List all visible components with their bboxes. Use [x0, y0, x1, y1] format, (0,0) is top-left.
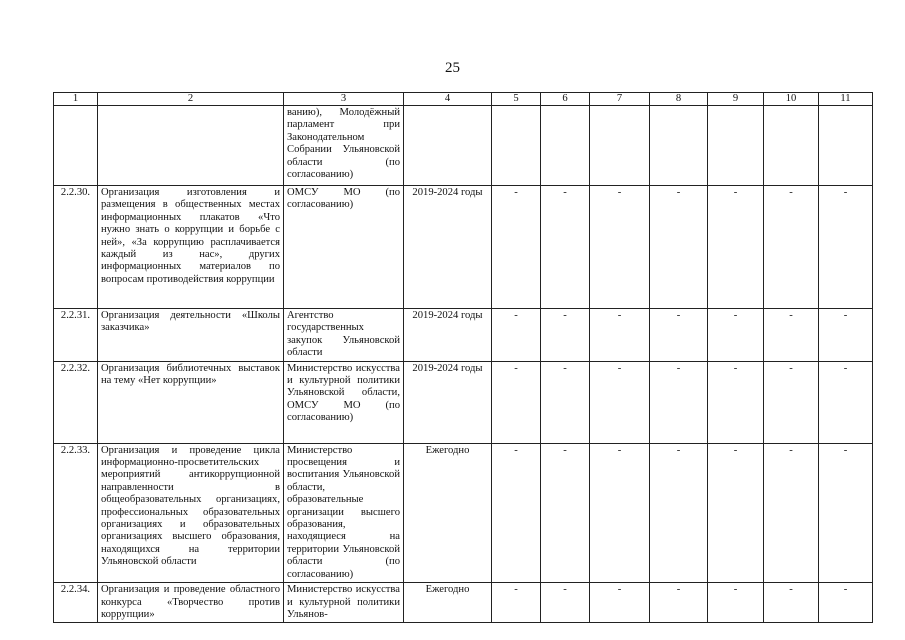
implementation-term: 2019-2024 годы	[404, 186, 492, 309]
value-cell: -	[819, 186, 873, 309]
value-cell: -	[819, 443, 873, 582]
value-cell: -	[541, 583, 590, 623]
value-cell: -	[492, 583, 541, 623]
value-cell: -	[590, 186, 650, 309]
table-row	[54, 443, 873, 582]
value-cell: -	[590, 443, 650, 582]
table-row	[54, 186, 873, 309]
measure-description: Организация библиотечных выставок на тему «Нет коррупции»	[98, 361, 284, 443]
implementation-term	[404, 106, 492, 186]
implementation-term: 2019-2024 годы	[404, 361, 492, 443]
measure-description	[98, 106, 284, 186]
measure-description: Организация деятельности «Школы заказчика»	[98, 309, 284, 362]
value-cell: -	[650, 361, 708, 443]
responsible-executor: Агентство государственных закупок Ульяновской области	[284, 309, 404, 362]
column-number-2: 2	[98, 93, 284, 106]
value-cell: -	[541, 309, 590, 362]
column-number-4: 4	[404, 93, 492, 106]
table-row	[54, 361, 873, 443]
value-cell: -	[764, 309, 819, 362]
column-number-7: 7	[590, 93, 650, 106]
table-row	[54, 106, 873, 186]
item-number: 2.2.34.	[54, 583, 98, 623]
responsible-executor: ОМСУ МО (по согласованию)	[284, 186, 404, 309]
value-cell: -	[764, 583, 819, 623]
item-number	[54, 106, 98, 186]
page-number: 25	[445, 60, 460, 76]
value-cell: -	[764, 443, 819, 582]
value-cell	[492, 106, 541, 186]
responsible-executor: Министерство просвещения и воспитания Ульяновской области, образовательные организации высшего образования, находящиеся на территории Ульяновской области (по согласованию)	[284, 443, 404, 582]
item-number: 2.2.30.	[54, 186, 98, 309]
value-cell	[708, 106, 764, 186]
measures-table	[53, 92, 873, 623]
value-cell: -	[708, 583, 764, 623]
table-row	[54, 583, 873, 623]
value-cell: -	[708, 309, 764, 362]
column-number-3: 3	[284, 93, 404, 106]
value-cell	[541, 106, 590, 186]
item-number: 2.2.33.	[54, 443, 98, 582]
value-cell: -	[650, 186, 708, 309]
value-cell: -	[708, 443, 764, 582]
value-cell: -	[708, 361, 764, 443]
column-number-9: 9	[708, 93, 764, 106]
measure-description: Организация и проведение областного конкурса «Творчество против коррупции»	[98, 583, 284, 623]
value-cell: -	[708, 186, 764, 309]
value-cell: -	[492, 443, 541, 582]
measure-description: Организация изготовления и размещения в общественных местах информационных плакатов «Что нужно знать о коррупции и борьбе с ней», «За коррупцию расплачивается каждый из нас», других информационных материалов по вопросам противодействия коррупции	[98, 186, 284, 309]
value-cell: -	[764, 186, 819, 309]
value-cell: -	[541, 186, 590, 309]
value-cell: -	[492, 309, 541, 362]
value-cell: -	[590, 309, 650, 362]
value-cell	[764, 106, 819, 186]
implementation-term: 2019-2024 годы	[404, 309, 492, 362]
value-cell: -	[492, 186, 541, 309]
responsible-executor: Министерство искусства и культурной политики Ульяновской области, ОМСУ МО (по согласованию)	[284, 361, 404, 443]
value-cell: -	[650, 309, 708, 362]
value-cell: -	[541, 361, 590, 443]
value-cell: -	[650, 583, 708, 623]
table-row	[54, 309, 873, 362]
column-number-5: 5	[492, 93, 541, 106]
item-number: 2.2.32.	[54, 361, 98, 443]
value-cell: -	[650, 443, 708, 582]
value-cell	[650, 106, 708, 186]
value-cell: -	[590, 583, 650, 623]
measure-description: Организация и проведение цикла информационно-просветительских мероприятий антикоррупционной направленности в общеобразовательных организациях, профессиональных образовательных организациях и образовательных организациях высшего образования, находящихся на территории Ульяновской области	[98, 443, 284, 582]
value-cell: -	[492, 361, 541, 443]
column-number-6: 6	[541, 93, 590, 106]
column-number-10: 10	[764, 93, 819, 106]
value-cell	[819, 106, 873, 186]
responsible-executor: ванию), Молодёжный парламент при Законодательном Собрании Ульяновской области (по согласованию)	[284, 106, 404, 186]
value-cell: -	[819, 361, 873, 443]
value-cell: -	[590, 361, 650, 443]
column-number-8: 8	[650, 93, 708, 106]
value-cell	[590, 106, 650, 186]
item-number: 2.2.31.	[54, 309, 98, 362]
value-cell: -	[764, 361, 819, 443]
column-number-row	[54, 93, 873, 106]
value-cell: -	[819, 309, 873, 362]
implementation-term: Ежегодно	[404, 583, 492, 623]
value-cell: -	[819, 583, 873, 623]
column-number-11: 11	[819, 93, 873, 106]
implementation-term: Ежегодно	[404, 443, 492, 582]
responsible-executor: Министерство искусства и культурной политики Ульянов-	[284, 583, 404, 623]
value-cell: -	[541, 443, 590, 582]
column-number-1: 1	[54, 93, 98, 106]
